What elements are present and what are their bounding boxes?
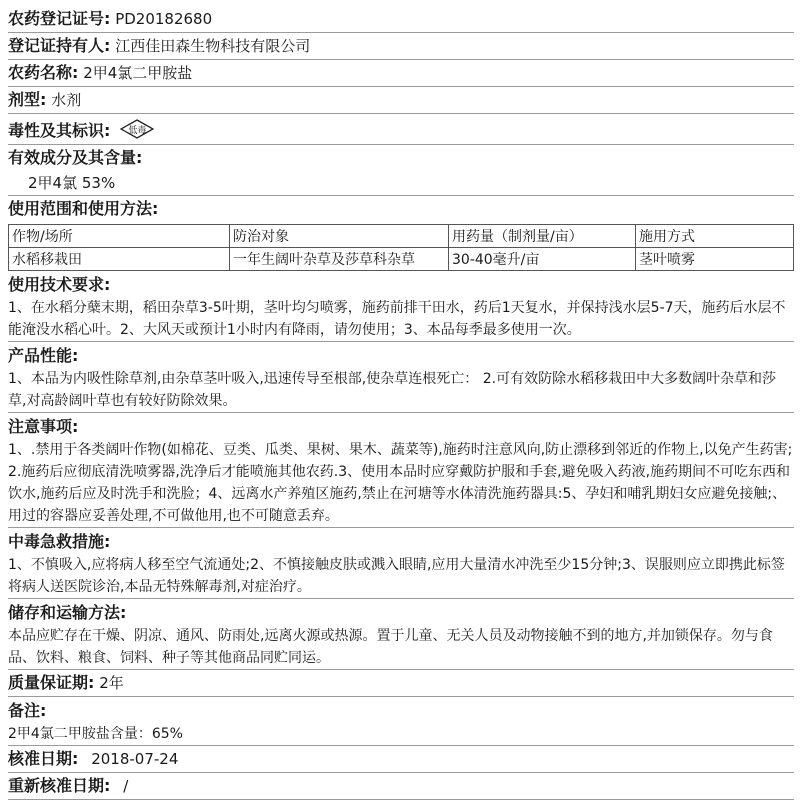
performance-text: 1、本品为内吸性除草剂,由杂草茎叶吸入,迅速传导至根部,使杂草连根死亡： 2.可有效防除水稻移栽田中大多数阔叶杂草和莎草,对高龄阔叶草也有较好防除效果。	[8, 371, 777, 409]
reapproval-date-value: /	[123, 777, 129, 795]
pesticide-label-document	[8, 6, 794, 800]
usage-label: 使用范围和使用方法:	[8, 199, 159, 218]
approval-date-value: 2018-07-24	[91, 750, 179, 768]
low-toxicity-diamond-icon	[120, 119, 154, 139]
formulation-row	[8, 87, 794, 113]
toxicity-row	[8, 114, 794, 144]
divider	[8, 412, 794, 413]
first-aid-text: 1、不慎吸入,应将病人移至空气流通处;2、不慎接触皮肤或溅入眼睛,应用大量清水冲洗至少15分钟;3、误服则应立即携此标签将病人送医院诊治,本品无特殊解毒剂,对症治疗。	[8, 557, 785, 595]
storage-text: 本品应贮存在干燥、阴凉、通风、防雨处,远离火源或热源。置于儿童、无关人员及动物接触不到的地方,并加锁保存。勿与食品、饮料、粮食、饲料、种子等其他商品同贮同运。	[8, 628, 773, 666]
table-header-row	[9, 225, 794, 248]
shelf-life-label: 质量保证期:	[8, 673, 95, 692]
ingredients-value: 2甲4氯 53%	[28, 174, 116, 192]
divider	[8, 341, 794, 342]
notes-text: 1、.禁用于各类阔叶作物(如棉花、豆类、瓜类、果树、果木、蔬菜等),施药时注意风向,防止漂移到邻近的作物上,以免产生药害;2.施药后应彻底清洗喷雾器,洗净后才能喷施其他农药.3、使用本品时应穿戴防护服和手套,避免吸入药液,施药期间不可吃东西和饮水,施药后应及时洗手和洗脸；4、远离水产养殖区施药,禁止在河塘等水体清洗施药器具:5、孕妇和哺乳期妇女应避免接触;、用过的容器应妥善处理,不可做他用,也不可随意丢弃。	[8, 442, 793, 524]
reapproval-date-label: 重新核准日期:	[8, 776, 111, 795]
holder-label: 登记证持有人:	[8, 36, 111, 55]
table-cell: 30-40毫升/亩	[449, 248, 636, 271]
technical-text: 1、在水稻分蘖末期，稻田杂草3-5叶期，茎叶均匀喷雾，施药前排干田水，药后1天复水，并保持浅水层5-7天，施药后水层不能淹没水稻心叶。2、大风天或预计1小时内有降雨，请勿使用；3、本品每季最多使用一次。	[8, 300, 786, 338]
ingredients-label: 有效成分及其含量:	[8, 148, 143, 167]
product-name-label: 农药名称:	[8, 63, 79, 82]
formulation-value: 水剂	[51, 91, 82, 109]
divider	[8, 527, 794, 528]
registration-number-label: 农药登记证号:	[8, 9, 111, 28]
ingredients-header	[8, 145, 794, 171]
storage-label: 储存和运输方法:	[8, 603, 127, 622]
table-row	[9, 248, 794, 271]
holder-value: 江西佳田森生物科技有限公司	[115, 37, 311, 55]
registration-number-value: PD20182680	[115, 10, 213, 28]
table-header-cell: 用药量（制剂量/亩）	[449, 225, 636, 248]
table-header-cell: 作物/场所	[9, 225, 230, 248]
shelf-life-value: 2年	[99, 674, 124, 692]
notes-label: 注意事项:	[8, 417, 79, 436]
registration-number-row	[8, 6, 794, 32]
usage-header	[8, 196, 794, 222]
product-name-row	[8, 60, 794, 86]
divider	[8, 696, 794, 697]
technical-label: 使用技术要求:	[8, 275, 111, 294]
table-cell: 水稻移栽田	[9, 248, 230, 271]
product-name-value: 2甲4氯二甲胺盐	[83, 64, 193, 82]
toxicity-badge-text: 低毒	[128, 125, 147, 136]
shelf-life-row	[8, 670, 794, 696]
table-cell: 茎叶喷雾	[636, 248, 794, 271]
holder-row	[8, 33, 794, 59]
table-header-cell: 施用方式	[636, 225, 794, 248]
approval-date-label: 核准日期:	[8, 749, 79, 768]
approval-date-row	[8, 746, 794, 772]
remarks-value: 2甲4氯二甲胺盐含量：65%	[8, 726, 183, 742]
table-header-cell: 防治对象	[230, 225, 449, 248]
toxicity-label: 毒性及其标识:	[8, 120, 111, 140]
performance-label: 产品性能:	[8, 346, 79, 365]
formulation-label: 剂型:	[8, 90, 47, 109]
remarks-label: 备注:	[8, 701, 47, 720]
usage-table	[8, 224, 794, 271]
table-cell: 一年生阔叶杂草及莎草科杂草	[230, 248, 449, 271]
reapproval-date-row	[8, 773, 794, 799]
divider	[8, 598, 794, 599]
first-aid-label: 中毒急救措施:	[8, 532, 111, 551]
